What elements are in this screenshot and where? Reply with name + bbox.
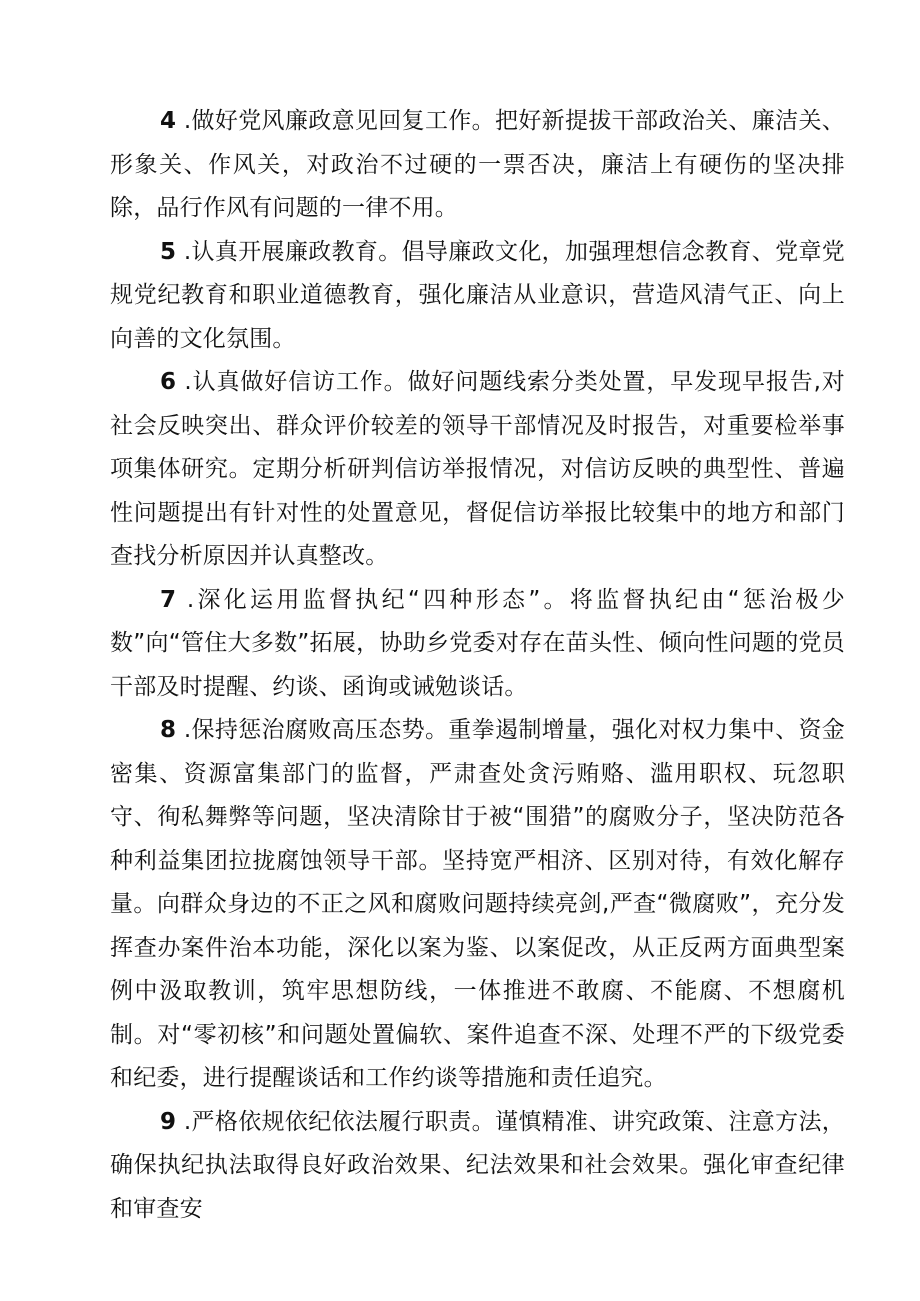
paragraph-text: .深化运用监督执纪“四种形态”。将监督执纪由“惩治极少数”向“管住大多数”拓展，协助乡党委对存在苗头性、倾向性问题的党员干部及时提醒、约谈、函询或诫勉谈话。: [110, 586, 845, 700]
paragraph-number: 5: [160, 238, 177, 265]
paragraph-number: 9: [160, 1108, 177, 1135]
paragraph-text: .严格依规依纪依法履行职责。谨慎精准、讲究政策、注意方法，确保执纪执法取得良好政治效果、纪法效果和社会效果。强化审查纪律和审查安: [110, 1108, 845, 1222]
paragraph-text: .认真开展廉政教育。倡导廉政文化，加强理想信念教育、党章党规党纪教育和职业道德教育，强化廉洁从业意识，营造风清气正、向上向善的文化氛围。: [110, 238, 845, 352]
paragraph-7: [110, 579, 845, 710]
paragraph-text: .认真做好信访工作。做好问题线索分类处置，早发现早报告,对社会反映突出、群众评价较差的领导干部情况及时报告，对重要检举事项集体研究。定期分析研判信访举报情况，对信访反映的典型性、普遍性问题提出有针对性的处置意见，督促信访举报比较集中的地方和部门查找分析原因并认真整改。: [110, 369, 845, 569]
paragraph-5: [110, 231, 845, 362]
paragraph-number: 7: [160, 586, 177, 613]
paragraph-8: [110, 709, 845, 1101]
paragraph-number: 8: [160, 717, 177, 743]
paragraph-6: [110, 361, 845, 579]
paragraph-number: 6: [160, 369, 177, 395]
document-body: [110, 100, 845, 1231]
paragraph-9: [110, 1101, 845, 1232]
paragraph-number: 4: [160, 108, 177, 134]
paragraph-text: .保持惩治腐败高压态势。重拳遏制增量，强化对权力集中、资金密集、资源富集部门的监督，严肃查处贪污贿赂、滥用职权、玩忽职守、徇私舞弊等问题，坚决清除甘于被“围猎”的腐败分子，坚决防范各种利益集团拉拢腐蚀领导干部。坚持宽严相济、区别对待，有效化解存量。向群众身边的不正之风和腐败问题持续亮剑,严查“微腐败”，充分发挥查办案件治本功能，深化以案为鉴、以案促改，从正反两方面典型案例中汲取教训，筑牢思想防线，一体推进不敢腐、不能腐、不想腐机制。对“零初核”和问题处置偏软、案件追查不深、处理不严的下级党委和纪委，进行提醒谈话和工作约谈等措施和责任追究。: [110, 717, 845, 1091]
paragraph-4: [110, 100, 845, 231]
paragraph-text: .做好党风廉政意见回复工作。把好新提拔干部政治关、廉洁关、形象关、作风关，对政治不过硬的一票否决，廉洁上有硬伤的坚决排除，品行作风有问题的一律不用。: [110, 108, 845, 221]
